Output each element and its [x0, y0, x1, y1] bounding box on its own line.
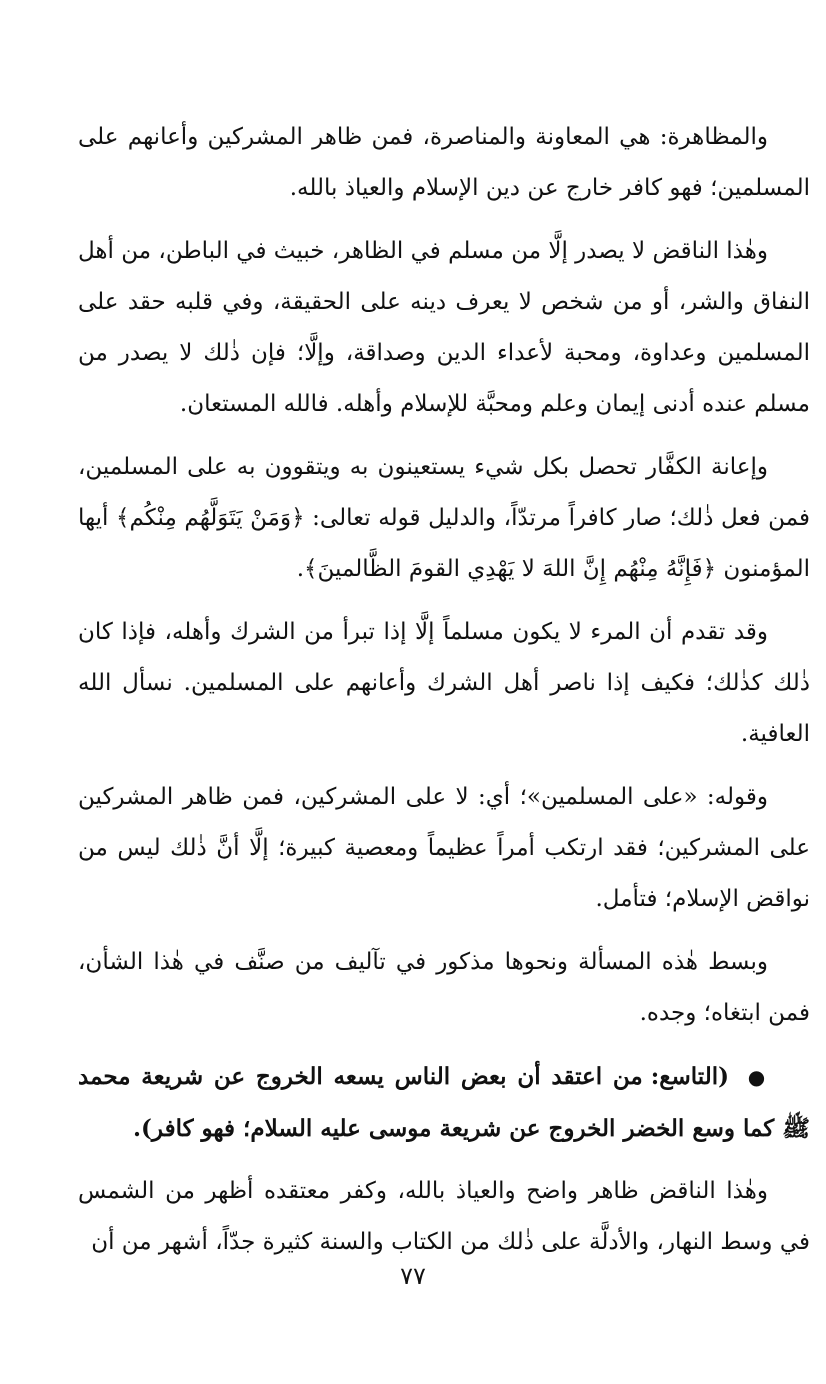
paragraph-iana: وإعانة الكفَّار تحصل بكل شيء يستعينون به ويتقوون به على المسلمين، فمن فعل ذٰلك؛ صار كافراً مرتدّاً، والدليل قوله تعالى: ﴿وَمَنْ يَتَوَلَّهُم مِنْكُم﴾ أيها المؤمنون ﴿فَإِنَّهُ مِنْهُم إِنَّ اللهَ لا يَهْدِي القومَ الظَّالمينَ﴾. — [78, 454, 810, 582]
paragraph-bast: وبسط هٰذه المسألة ونحوها مذكور في تآليف من صنَّف في هٰذا الشأن، فمن ابتغاه؛ وجده. — [78, 949, 810, 1026]
bullet-icon: ● — [747, 1065, 768, 1089]
ninth-nullifier-heading — [78, 1051, 810, 1154]
page-body — [78, 112, 810, 1280]
page-number: ٧٧ — [400, 1262, 426, 1290]
paragraph-naqid: وهٰذا الناقض لا يصدر إلَّا من مسلم في الظاهر، خبيث في الباطن، من أهل النفاق والشر، أو من شخص لا يعرف دينه على الحقيقة، وفي قلبه حقد على المسلمين وعداوة، ومحبة لأعداء الدين وصداقة، وإلَّا؛ فإن ذٰلك لا يصدر من مسلم عنده أدنى إيمان وعلم ومحبَّة للإسلام وأهله. فالله المستعان. — [78, 238, 810, 417]
ninth-nullifier-text: (التاسع: من اعتقد أن بعض الناس يسعه الخروج عن شريعة محمد ﷺ كما وسع الخضر الخروج عن شريعة موسى عليه السلام؛ فهو كافر). — [78, 1063, 810, 1142]
paragraph-tabarru: وقد تقدم أن المرء لا يكون مسلماً إلَّا إذا تبرأ من الشرك وأهله، فإذا كان ذٰلك كذٰلك؛ فكيف إذا ناصر أهل الشرك وأعانهم على المسلمين. نسأل الله العافية. — [78, 619, 810, 747]
paragraph-last: وهٰذا الناقض ظاهر واضح والعياذ بالله، وكفر معتقده أظهر من الشمس في وسط النهار، والأدلَّة على ذٰلك من الكتاب والسنة كثيرة جدّاً، أشهر من أن — [78, 1178, 810, 1255]
paragraph-muzahara: والمظاهرة: هي المعاونة والمناصرة، فمن ظاهر المشركين وأعانهم على المسلمين؛ فهو كافر خارج عن دين الإسلام والعياذ بالله. — [78, 124, 810, 201]
paragraph-qawluhu: وقوله: «على المسلمين»؛ أي: لا على المشركين، فمن ظاهر المشركين على المشركين؛ فقد ارتكب أمراً عظيماً ومعصية كبيرة؛ إلَّا أنَّ ذٰلك ليس من نواقض الإسلام؛ فتأمل. — [78, 784, 810, 912]
